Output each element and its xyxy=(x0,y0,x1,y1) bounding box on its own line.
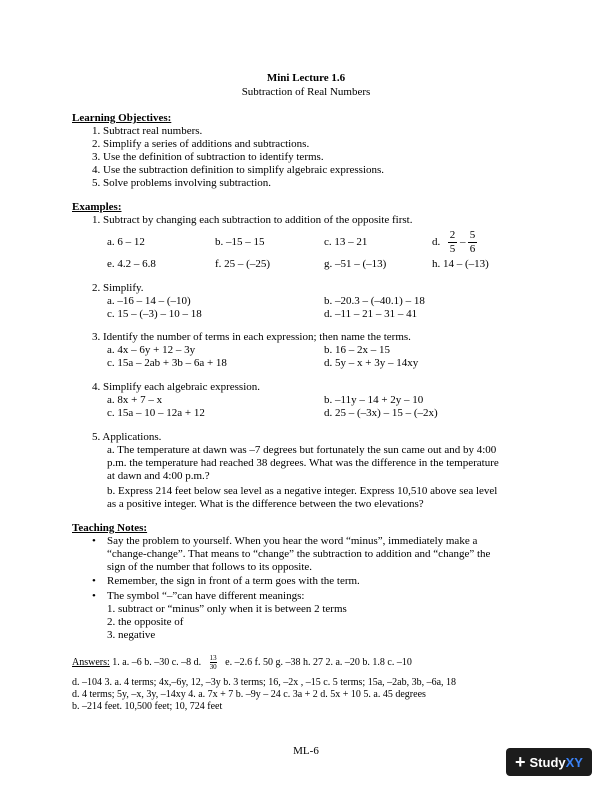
list-item: 5. Solve problems involving subtraction. xyxy=(92,177,272,189)
bullet-icon: • xyxy=(92,535,96,547)
page-number: ML-6 xyxy=(293,745,319,757)
list-item: 1. Subtract real numbers. xyxy=(92,125,203,137)
teaching-bullet3: The symbol “–”can have different meanings: xyxy=(107,590,305,602)
fraction-numerator: 13 xyxy=(209,654,217,662)
plus-icon: + xyxy=(515,752,526,772)
logo-text: Study xyxy=(529,754,566,770)
teaching-sub-item: 3. negative xyxy=(107,629,156,641)
bullet-icon: • xyxy=(92,590,96,602)
list-item: 2. Simplify a series of additions and subtractions. xyxy=(92,138,310,150)
fraction-denominator: 5 xyxy=(449,243,456,255)
answers-fraction xyxy=(210,654,217,671)
answers-line-3: d. 4 terms; 5y, –x, 3y, –14xy 4. a. 7x + 7 b. –9y – 24 c. 3a + 2 d. 5x + 10 5. a. 45 degrees xyxy=(72,689,426,700)
q4-c: c. 15a – 10 – 12a + 12 xyxy=(107,407,205,419)
q5-b-line: b. Express 214 feet below sea level as a negative integer. Express 10,510 above sea level xyxy=(107,485,498,497)
teaching-bullet2: Remember, the sign in front of a term goes with the term. xyxy=(107,575,360,587)
q1-f: f. 25 – (–25) xyxy=(215,258,270,270)
page-subtitle: Subtraction of Real Numbers xyxy=(241,86,371,98)
answers-line-1 xyxy=(72,654,412,671)
q1-b: b. –15 – 15 xyxy=(215,236,265,248)
teaching-sub-item: 1. subtract or “minus” only when it is between 2 terms xyxy=(107,603,347,615)
q5-stem: 5. Applications. xyxy=(92,431,162,443)
q1-e: e. 4.2 – 6.8 xyxy=(107,258,156,270)
q5-a-line: a. The temperature at dawn was –7 degrees but fortunately the sun came out and by 4:00 xyxy=(107,444,497,456)
teaching-bullet1-line: Say the problem to yourself. When you hear the word “minus”, immediately make a xyxy=(107,535,478,547)
page-title: Mini Lecture 1.6 xyxy=(266,72,346,84)
q3-d: d. 5y – x + 3y – 14xy xyxy=(324,357,419,369)
q2-stem: 2. Simplify. xyxy=(92,282,144,294)
q2-a: a. –16 – 14 – (–10) xyxy=(107,295,191,307)
logo-accent: XY xyxy=(565,754,583,770)
objectives-list xyxy=(92,125,384,190)
answers-text: 1. a. –6 b. –30 c. –8 d. xyxy=(112,656,202,668)
bullet-icon: • xyxy=(92,575,96,587)
teaching-bullet1-line: sign of the number that follows to its opposite. xyxy=(107,561,313,573)
teaching-heading: Teaching Notes: xyxy=(72,522,148,534)
q4-a: a. 8x + 7 – x xyxy=(107,394,163,406)
q4-d: d. 25 – (–3x) – 15 – (–2x) xyxy=(324,407,438,419)
q4-b: b. –11y – 14 + 2y – 10 xyxy=(324,394,424,406)
q1-d-minus: – xyxy=(460,236,466,248)
q2-d: d. –11 – 21 – 31 – 41 xyxy=(324,308,418,320)
fraction-denominator: 6 xyxy=(469,243,476,255)
answers-text: e. –2.6 f. 50 g. –38 h. 27 2. a. –20 b. 1.8 c. –10 xyxy=(225,656,412,668)
q1-d-fraction-1 xyxy=(448,229,457,256)
q1-d-fraction-2 xyxy=(468,229,477,256)
answers-line-4: b. –214 feet. 10,500 feet; 10, 724 feet xyxy=(72,701,223,712)
q3-c: c. 15a – 2ab + 3b – 6a + 18 xyxy=(107,357,227,369)
teaching-sub-item: 2. the opposite of xyxy=(107,616,184,628)
fraction-numerator: 2 xyxy=(449,229,456,241)
q1-c: c. 13 – 21 xyxy=(324,236,368,248)
fraction-numerator: 5 xyxy=(469,229,476,241)
q2-c: c. 15 – (–3) – 10 – 18 xyxy=(107,308,202,320)
q1-d-label: d. xyxy=(432,236,441,248)
q2-b: b. –20.3 – (–40.1) – 18 xyxy=(324,295,425,307)
q1-h: h. 14 – (–13) xyxy=(432,258,489,270)
q5-a-line: at dawn and 4:00 p.m.? xyxy=(107,470,210,482)
examples-heading: Examples: xyxy=(72,201,122,213)
answers-label: Answers: xyxy=(72,656,110,668)
q5-a-line: p.m. the temperature had reached 38 degrees. What was the difference in the temperature xyxy=(107,457,499,469)
q3-a: a. 4x – 6y + 12 – 3y xyxy=(107,344,196,356)
list-item: 4. Use the subtraction definition to simplify algebraic expressions. xyxy=(92,164,385,176)
list-item: 3. Use the definition of subtraction to identify terms. xyxy=(92,151,324,163)
q4-stem: 4. Simplify each algebraic expression. xyxy=(92,381,261,393)
objectives-heading: Learning Objectives: xyxy=(72,112,172,124)
q3-b: b. 16 – 2x – 15 xyxy=(324,344,390,356)
q3-stem: 3. Identify the number of terms in each expression; then name the terms. xyxy=(92,331,411,343)
q1-a: a. 6 – 12 xyxy=(107,236,145,248)
fraction-denominator: 30 xyxy=(209,663,217,671)
teaching-bullet1-line: “change-change”. That means to “change” the subtraction to addition and “change” the xyxy=(107,548,491,560)
q1-g: g. –51 – (–13) xyxy=(324,258,387,270)
q1-stem: 1. Subtract by changing each subtraction to addition of the opposite first. xyxy=(92,214,413,226)
answers-line-2: d. –104 3. a. 4 terms; 4x,–6y, 12, –3y b. 3 terms; 16, –2x , –15 c. 5 terms; 15a, –2ab, 3b, –6a, 18 xyxy=(72,677,457,688)
studyxy-logo xyxy=(506,748,592,776)
q5-b-line: as a positive integer. What is the difference between the two elevations? xyxy=(107,498,424,510)
